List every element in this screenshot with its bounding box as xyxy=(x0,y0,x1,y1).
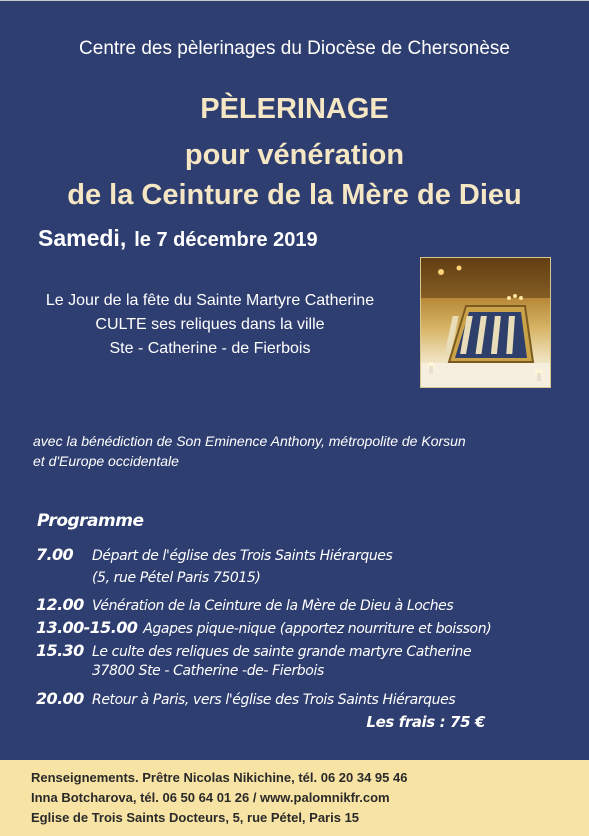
programme-time: 7.00 xyxy=(36,545,74,564)
programme-heading: Programme xyxy=(37,511,144,531)
programme-time: 12.00 xyxy=(36,595,84,614)
feast-line-3: Ste - Catherine - de Fierbois xyxy=(109,340,311,357)
blessing-text xyxy=(33,431,573,471)
blessing-line-1: avec la bénédiction de Son Eminence Anthony, métropolite de Korsun xyxy=(33,433,466,449)
date-day: Samedi, xyxy=(38,225,127,251)
programme-detail: (5, rue Pétel Paris 75015) xyxy=(92,570,261,586)
programme-text: Vénération de la Ceinture de la Mère de Dieu à Loches xyxy=(92,598,454,614)
date-full: le 7 décembre 2019 xyxy=(134,229,318,251)
footer-line-2: Inna Botcharova, tél. 06 50 64 01 26 / www.palomnikfr.com xyxy=(31,790,390,805)
feast-line-2: CULTE ses reliques dans la ville xyxy=(95,316,325,333)
relic-reliquary-photo xyxy=(420,257,551,388)
programme-item xyxy=(36,545,392,565)
programme-text: Agapes pique-nique (apportez nourriture et boisson) xyxy=(143,621,492,637)
programme-item xyxy=(36,689,455,709)
footer-line-1: Renseignements. Prêtre Nicolas Nikichine, tél. 06 20 34 95 46 xyxy=(31,770,408,785)
reliquary-illustration xyxy=(421,258,551,388)
organizer-heading: Centre des pèlerinages du Diocèse de Chersonèse xyxy=(79,38,510,59)
title-line-3: de la Ceinture de la Mère de Dieu xyxy=(67,179,522,211)
programme-text: Retour à Paris, vers l'église des Trois Saints Hiérarques xyxy=(92,692,456,708)
programme-text: Départ de l'église des Trois Saints Hiérarques xyxy=(92,548,393,564)
contact-footer xyxy=(0,760,589,836)
event-date xyxy=(38,225,318,252)
blessing-line-2: et d'Europe occidentale xyxy=(33,453,179,469)
programme-time: 20.00 xyxy=(36,689,84,708)
programme-time: 13.00-15.00 xyxy=(36,618,138,637)
programme-text: Le culte des reliques de sainte grande martyre Catherine xyxy=(92,644,472,660)
programme-item xyxy=(36,618,491,638)
fees-label: Les frais : 75 € xyxy=(366,713,485,731)
feast-line-1: Le Jour de la fête du Sainte Martyre Catherine xyxy=(45,292,375,309)
title-line-2: pour vénération xyxy=(184,139,405,171)
programme-time: 15.30 xyxy=(36,641,84,660)
title-line-1: PÈLERINAGE xyxy=(200,93,389,125)
programme-item xyxy=(36,641,471,661)
programme-detail: 37800 Ste - Catherine -de- Fierbois xyxy=(92,663,324,679)
footer-line-3: Eglise de Trois Saints Docteurs, 5, rue Pétel, Paris 15 xyxy=(31,810,360,825)
programme-item xyxy=(36,595,453,615)
